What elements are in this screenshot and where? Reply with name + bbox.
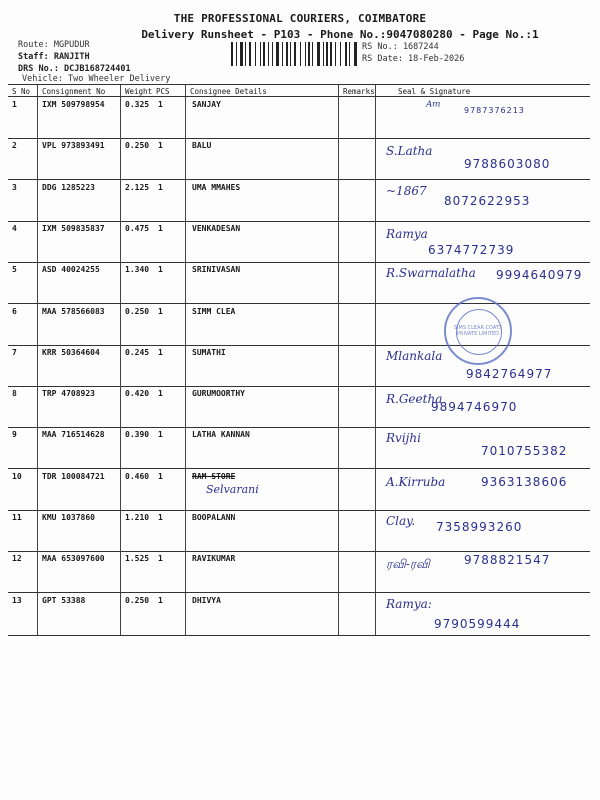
row-weight: 0.325	[120, 97, 152, 138]
row-consignment-no: IXM 509798954	[37, 97, 120, 138]
barcode-bar	[286, 42, 288, 66]
row-signature-cell	[375, 593, 590, 635]
barcode-bar	[260, 42, 261, 66]
rs-date: RS Date: 18-Feb-2026	[362, 54, 465, 64]
row-sno: 3	[12, 183, 17, 192]
table-row	[8, 138, 590, 180]
row-signature-cell	[375, 97, 590, 138]
consignee-name: LATHA KANNAN	[192, 430, 250, 439]
row-remarks	[338, 593, 375, 635]
row-weight: 0.475	[120, 221, 152, 262]
row-remarks	[338, 510, 375, 551]
handwritten-signature: ரவி-ரவி	[386, 557, 430, 571]
row-consignee	[185, 593, 338, 635]
handwritten-phone: 9788603080	[464, 157, 551, 171]
row-consignment-no: TDR 100084721	[37, 469, 120, 510]
runsheet-subtitle: Delivery Runsheet - P103 - Phone No.:9047080280 - Page No.:1	[141, 28, 539, 41]
row-remarks	[338, 304, 375, 345]
row-pcs: 1	[158, 554, 163, 563]
barcode-bar	[323, 42, 324, 66]
row-consignment-no: GPT 53388	[37, 593, 120, 635]
col-sno: S No	[12, 87, 31, 96]
row-consignee	[185, 386, 338, 427]
row-weight: 1.525	[120, 551, 152, 592]
row-consignment-no: ASD 40024255	[37, 262, 120, 303]
row-consignment-no: MAA 578566083	[37, 304, 120, 345]
handwritten-signature: Clay.	[386, 514, 416, 528]
row-consignment-no: TRP 4708923	[37, 386, 120, 427]
barcode-bar	[290, 42, 291, 66]
handwritten-signature: R.Geetha	[386, 392, 443, 406]
handwritten-signature: Rvijhi	[386, 431, 421, 445]
row-sno: 4	[12, 224, 17, 233]
handwritten-signature: A.Kirruba	[386, 475, 446, 489]
col-pcs: PCS	[156, 87, 170, 96]
col-signature: Seal & Signature	[375, 85, 590, 96]
consignee-name: RAM STORE	[192, 472, 236, 481]
row-pcs: 1	[158, 265, 163, 274]
handwritten-phone: 6374772739	[428, 243, 515, 257]
row-signature-cell	[375, 469, 590, 510]
row-weight: 2.125	[120, 180, 152, 221]
col-consignment: Consignment No	[37, 85, 120, 96]
row-weight: 0.460	[120, 469, 152, 510]
row-pcs: 1	[158, 224, 163, 233]
consignee-name: VENKADESAN	[192, 224, 241, 233]
barcode	[231, 42, 357, 66]
barcode-bar	[330, 42, 332, 66]
consignee-name: SRINIVASAN	[192, 265, 241, 274]
company-title: THE PROFESSIONAL COURIERS, COIMBATORE	[173, 12, 427, 25]
row-remarks	[338, 221, 375, 262]
row-sno: 1	[12, 100, 17, 109]
row-signature-cell	[375, 386, 590, 427]
handwritten-signature: ~1867	[386, 184, 427, 198]
handwritten-phone: 7358993260	[436, 520, 523, 534]
barcode-bar	[312, 42, 313, 66]
barcode-bar	[340, 42, 341, 66]
row-consignee	[185, 138, 338, 179]
barcode-bar	[300, 42, 301, 66]
barcode-bar	[272, 42, 273, 66]
row-pcs: 1	[158, 141, 163, 150]
consignee-name: BALU	[192, 141, 212, 150]
row-remarks	[338, 427, 375, 468]
consignee-name: GURUMOORTHY	[192, 389, 245, 398]
handwritten-note: Selvarani	[206, 483, 259, 496]
table-row	[8, 180, 590, 222]
row-consignment-no: DDG 1285223	[37, 180, 120, 221]
row-weight: 0.250	[120, 138, 152, 179]
stamp-text: SIMS CLEAR COATS PRIVATE LIMITED	[453, 325, 503, 337]
company-seal-stamp	[444, 297, 512, 365]
handwritten-phone: 9363138606	[481, 475, 568, 489]
consignee-name: SUMATHI	[192, 348, 226, 357]
consignee-name: DHIVYA	[192, 596, 221, 605]
handwritten-phone: 8072622953	[444, 194, 531, 208]
row-pcs: 1	[158, 307, 163, 316]
barcode-bar	[231, 42, 233, 66]
row-sno: 6	[12, 307, 17, 316]
row-remarks	[338, 138, 375, 179]
row-sno: 12	[12, 554, 22, 563]
row-pcs: 1	[158, 183, 163, 192]
row-consignee	[185, 262, 338, 303]
col-remarks: Remarks	[338, 85, 375, 96]
barcode-bar	[276, 42, 279, 66]
barcode-bar	[326, 42, 328, 66]
table-header	[8, 84, 590, 97]
row-weight: 0.420	[120, 386, 152, 427]
row-pcs: 1	[158, 596, 163, 605]
table-row	[8, 469, 590, 511]
consignee-name: BOOPALANN	[192, 513, 236, 522]
row-consignment-no: IXM 509835837	[37, 221, 120, 262]
row-remarks	[338, 386, 375, 427]
table-row	[8, 510, 590, 552]
row-consignee	[185, 469, 338, 510]
row-pcs: 1	[158, 513, 163, 522]
barcode-bar	[335, 42, 336, 66]
barcode-bar	[282, 42, 283, 66]
handwritten-phone: 9790599444	[434, 617, 521, 631]
table-row	[8, 262, 590, 304]
row-sno: 13	[12, 596, 22, 605]
barcode-bar	[268, 42, 269, 66]
handwritten-phone: 9994640979	[496, 268, 583, 282]
barcode-bar	[263, 42, 265, 66]
table-row	[8, 221, 590, 263]
row-signature-cell	[375, 551, 590, 592]
row-sno: 8	[12, 389, 17, 398]
row-signature-cell	[375, 510, 590, 551]
row-sno: 11	[12, 513, 22, 522]
row-consignee	[185, 97, 338, 138]
table-row	[8, 427, 590, 469]
row-weight: 1.340	[120, 262, 152, 303]
barcode-bar	[294, 42, 296, 66]
handwritten-phone: 9894746970	[431, 400, 518, 414]
row-consignee	[185, 180, 338, 221]
handwritten-signature: Mlankala	[386, 349, 443, 363]
handwritten-phone: 9842764977	[466, 367, 553, 381]
handwritten-signature: R.Swarnalatha	[386, 266, 476, 280]
barcode-bar	[240, 42, 243, 66]
barcode-bar	[236, 42, 237, 66]
drs-number: DRS No.: DCJB168724401	[18, 64, 131, 74]
row-remarks	[338, 97, 375, 138]
row-consignment-no: MAA 653097600	[37, 551, 120, 592]
row-consignee	[185, 345, 338, 386]
row-sno: 5	[12, 265, 17, 274]
handwritten-phone: 9788821547	[464, 553, 551, 567]
row-pcs: 1	[158, 430, 163, 439]
table-row	[8, 97, 590, 139]
barcode-bar	[245, 42, 246, 66]
row-weight: 0.390	[120, 427, 152, 468]
row-consignment-no: KRR 50364604	[37, 345, 120, 386]
consignee-name: SIMM CLEA	[192, 307, 236, 316]
barcode-bar	[345, 42, 347, 66]
row-remarks	[338, 469, 375, 510]
table-row	[8, 551, 590, 593]
row-pcs: 1	[158, 389, 163, 398]
handwritten-signature: Ramya:	[386, 597, 432, 611]
row-pcs: 1	[158, 348, 163, 357]
handwritten-signature: S.Latha	[386, 144, 433, 158]
row-remarks	[338, 180, 375, 221]
row-consignment-no: KMU 1037860	[37, 510, 120, 551]
row-signature-cell	[375, 427, 590, 468]
row-pcs: 1	[158, 100, 163, 109]
col-weight: Weight	[120, 85, 152, 96]
consignee-name: SANJAY	[192, 100, 221, 109]
col-consignee: Consignee Details	[185, 85, 338, 96]
row-consignment-no: MAA 716514628	[37, 427, 120, 468]
row-consignment-no: VPL 973893491	[37, 138, 120, 179]
handwritten-phone: 9787376213	[464, 106, 525, 115]
barcode-bar	[308, 42, 310, 66]
row-remarks	[338, 551, 375, 592]
consignee-name: UMA MMAHES	[192, 183, 241, 192]
row-weight: 0.245	[120, 345, 152, 386]
row-weight: 1.210	[120, 510, 152, 551]
row-weight: 0.250	[120, 304, 152, 345]
row-pcs: 1	[158, 472, 163, 481]
handwritten-signature: Ramya	[386, 227, 428, 241]
barcode-bar	[317, 42, 320, 66]
row-signature-cell	[375, 221, 590, 262]
staff-label: Staff: RANJITH	[18, 52, 90, 62]
handwritten-signature: ᴬᵐ	[426, 99, 441, 115]
table-row	[8, 386, 590, 428]
row-signature-cell	[375, 180, 590, 221]
row-sno: 7	[12, 348, 17, 357]
row-consignee	[185, 304, 338, 345]
barcode-bar	[354, 42, 357, 66]
row-weight: 0.250	[120, 593, 152, 635]
route-label: Route: MGPUDUR	[18, 40, 90, 50]
row-sno: 2	[12, 141, 17, 150]
row-sno: 9	[12, 430, 17, 439]
row-consignee	[185, 427, 338, 468]
barcode-bar	[255, 42, 256, 66]
barcode-bar	[349, 42, 350, 66]
consignee-name: RAVIKUMAR	[192, 554, 236, 563]
row-remarks	[338, 345, 375, 386]
row-consignee	[185, 221, 338, 262]
row-signature-cell	[375, 138, 590, 179]
row-consignee	[185, 551, 338, 592]
row-remarks	[338, 262, 375, 303]
row-consignee	[185, 510, 338, 551]
rs-number: RS No.: 1687244	[362, 42, 439, 52]
barcode-bar	[249, 42, 251, 66]
handwritten-phone: 7010755382	[481, 444, 568, 458]
row-sno: 10	[12, 472, 22, 481]
table-row	[8, 593, 590, 636]
vehicle-label: Vehicle: Two Wheeler Delivery	[22, 74, 171, 84]
barcode-bar	[305, 42, 306, 66]
